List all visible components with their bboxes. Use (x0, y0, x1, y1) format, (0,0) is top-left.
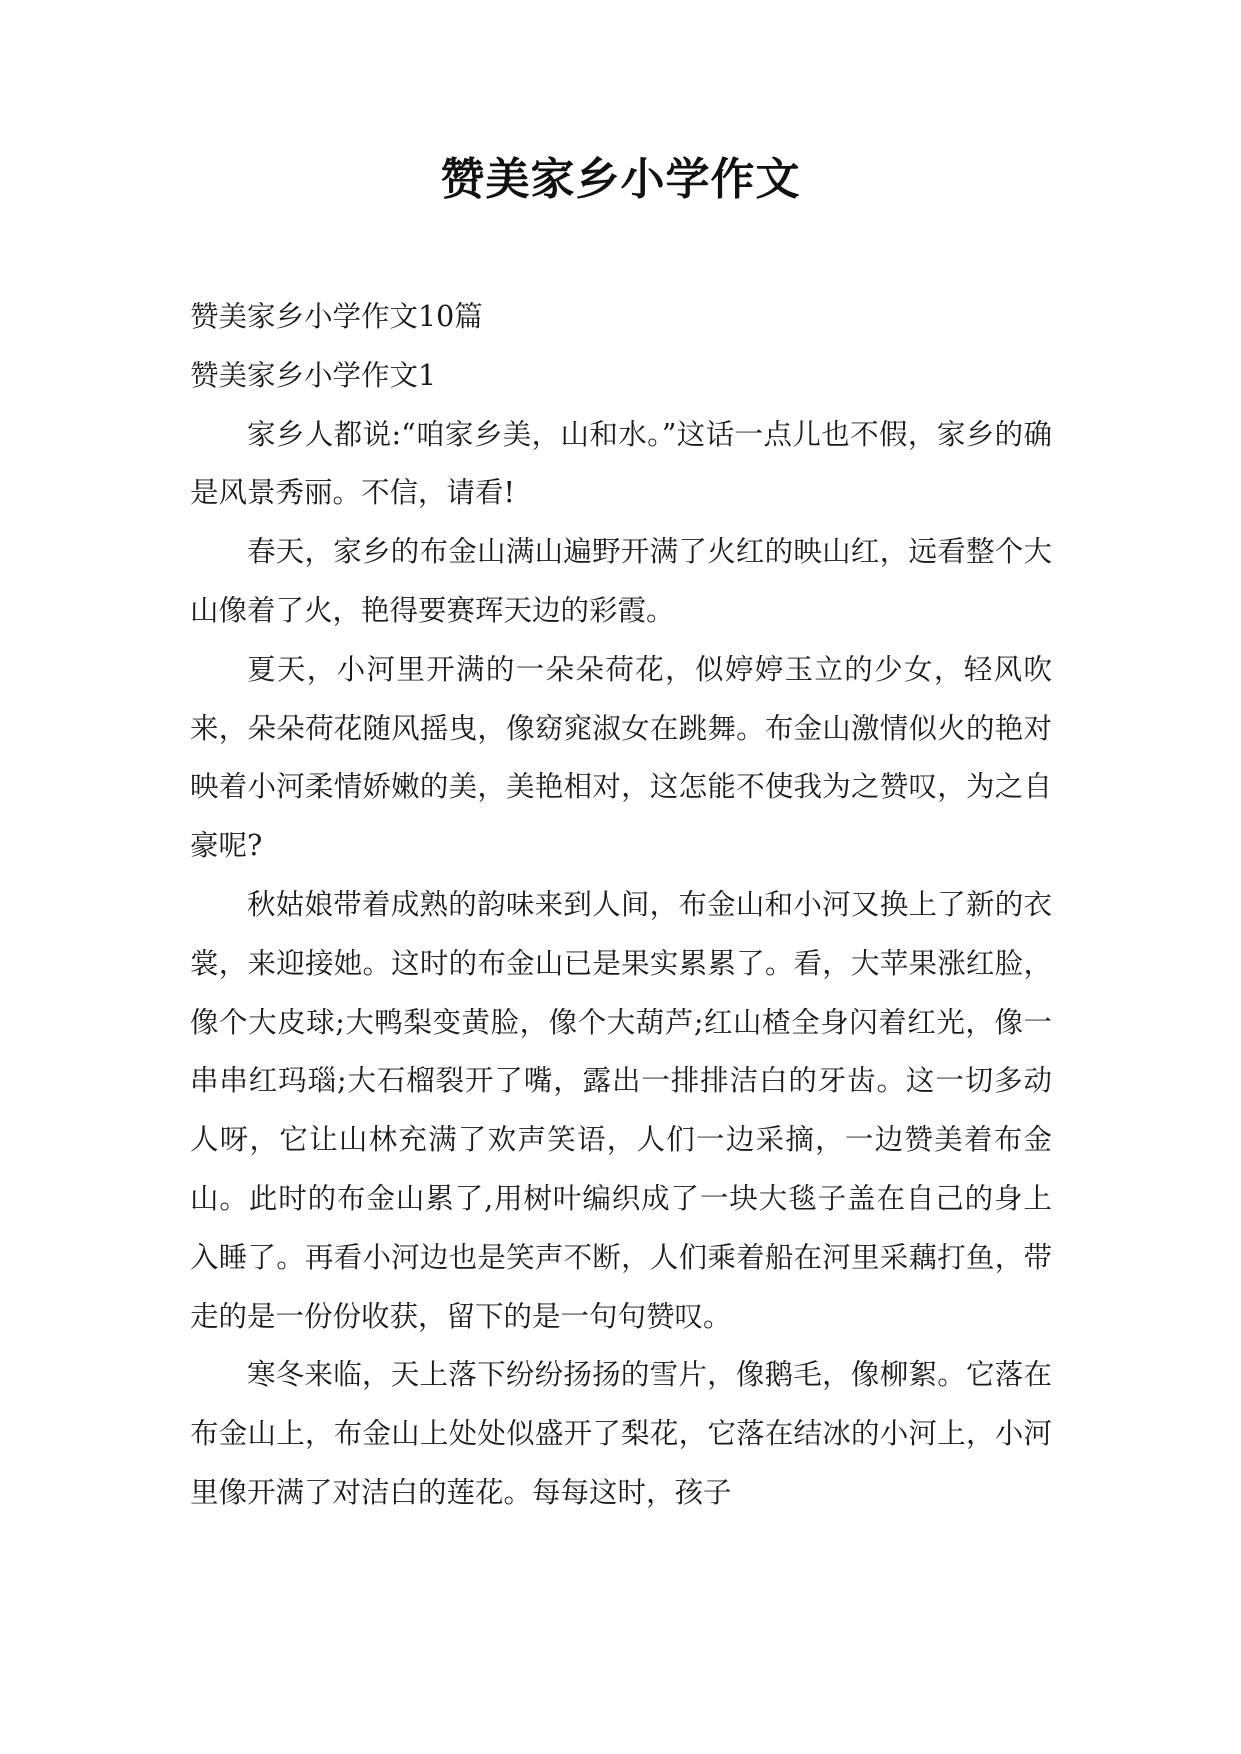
paragraph-autumn: 秋姑娘带着成熟的韵味来到人间，布金山和小河又换上了新的衣裳，来迎接她。这时的布金山已是果实累累了。看，大苹果涨红脸，像个大皮球;大鸭梨变黄脸，像个大葫芦;红山楂全身闪着红光，像一串串红玛瑙;大石榴裂开了嘴，露出一排排洁白的牙齿。这一切多动人呀，它让山林充满了欢声笑语，人们一边采摘，一边赞美着布金山。此时的布金山累了,用树叶编织成了一块大毯子盖在自己的身上入睡了。再看小河边也是笑声不断，人们乘着船在河里采藕打鱼，带走的是一份份收获，留下的是一句句赞叹。 (190, 887, 1052, 1333)
paragraph-winter: 寒冬来临，天上落下纷纷扬扬的雪片，像鹅毛，像柳絮。它落在布金山上，布金山上处处似盛开了梨花，它落在结冰的小河上，小河里像开满了对洁白的莲花。每每这时，孩子 (190, 1358, 1052, 1509)
section-heading: 赞美家乡小学作文1 (190, 358, 437, 392)
document-title: 赞美家乡小学作文 (440, 154, 801, 205)
document-subtitle: 赞美家乡小学作文10篇 (190, 300, 483, 333)
paragraph-intro: 家乡人都说:“咱家乡美，山和水。”这话一点儿也不假，家乡的确是风景秀丽。不信，请看! (190, 417, 1052, 510)
paragraph-summer: 夏天，小河里开满的一朵朵荷花，似婷婷玉立的少女，轻风吹来，朵朵荷花随风摇曳，像窈窕淑女在跳舞。布金山激情似火的艳对映着小河柔情娇嫩的美，美艳相对，这怎能不使我为之赞叹，为之自豪呢? (190, 652, 1052, 863)
document-body (190, 288, 1052, 1523)
paragraph-spring: 春天，家乡的布金山满山遍野开满了火红的映山红，远看整个大山像着了火，艳得要赛珲天边的彩霞。 (190, 535, 1052, 627)
